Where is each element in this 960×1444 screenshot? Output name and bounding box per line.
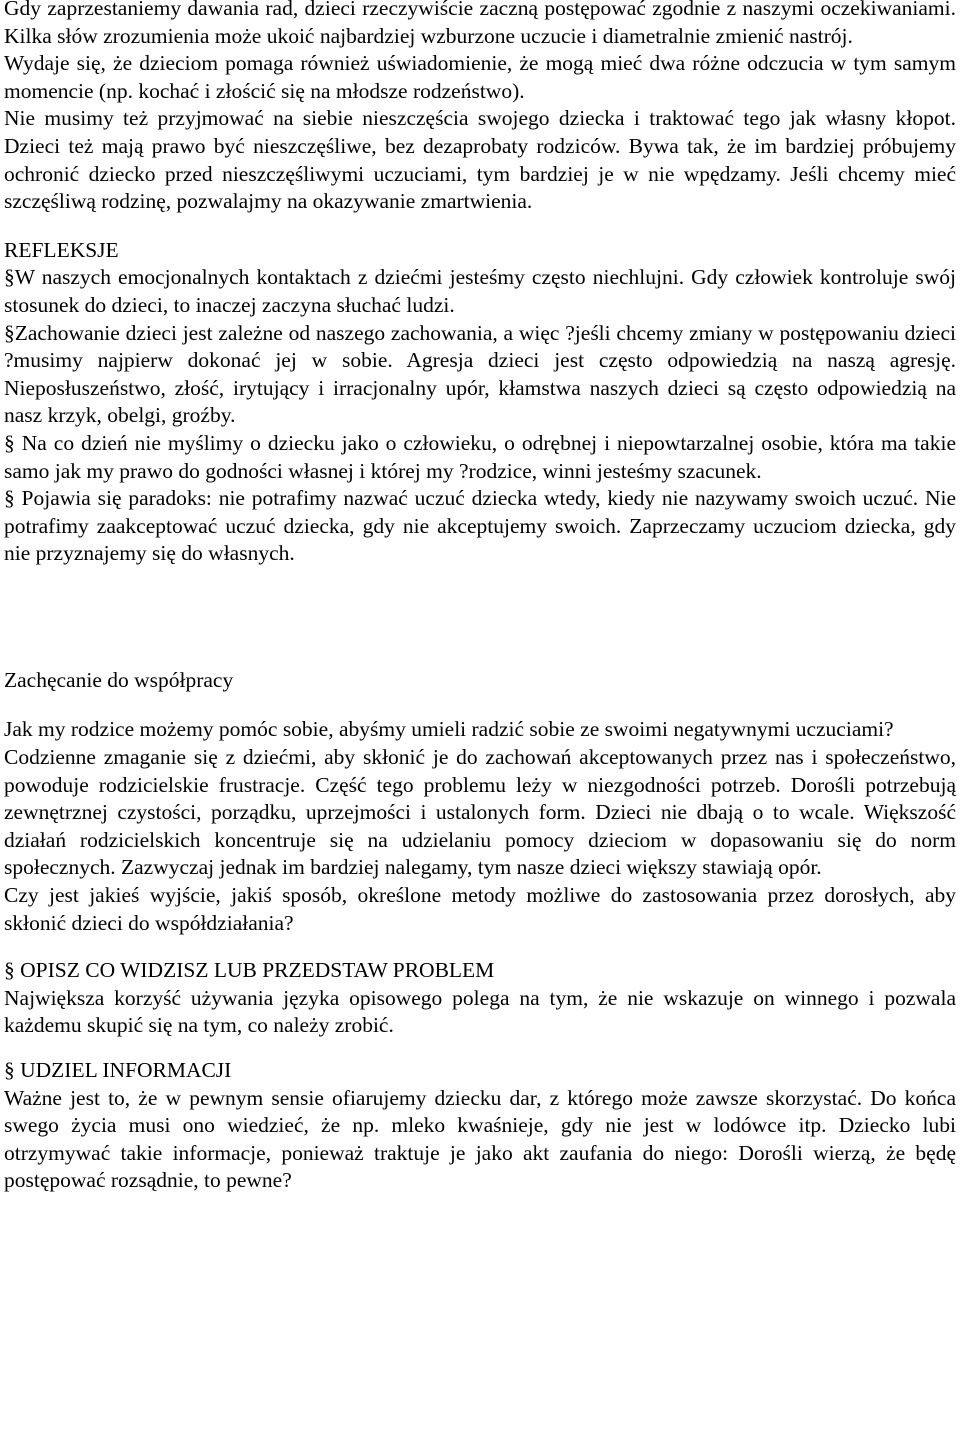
cooperation-paragraph-1: Jak my rodzice możemy pomóc sobie, abyśmy umieli radzić sobie ze swoimi negatywnymi uczuciami? xyxy=(4,717,894,742)
section-sign: § xyxy=(4,320,15,345)
section-sign: § xyxy=(4,486,15,511)
reflections-heading: REFLEKSJE xyxy=(4,237,119,262)
spacer xyxy=(4,568,956,667)
describe-paragraph: Największa korzyść używania języka opisowego polega na tym, że nie wskazuje on winnego i pozwala każdemu skupić się na tym, co należy zrobić. xyxy=(4,985,956,1038)
reflection-item-4-text: Pojawia się paradoks: nie potrafimy nazwać uczuć dziecka wtedy, kiedy nie nazywamy swoich uczuć. Nie potrafimy zaakceptować uczuć dziecka, gdy nie akceptujemy swoich. Zaprzeczamy uczuciom dziecka, gdy nie przyznajemy się do własnych. xyxy=(4,486,956,566)
document-page xyxy=(4,0,956,1195)
intro-paragraph-3: Nie musimy też przyjmować na siebie nieszczęścia swojego dziecka i traktować tego jak własny kłopot. Dzieci też mają prawo być nieszczęśliwe, bez dezaprobaty rodziców. Bywa tak, że im bardziej próbujemy ochronić dziecko przed nieszczęśliwymi uczuciami, tym bardziej je w nie wpędzamy. Jeśli chcemy mieć szczęśliwą rodzinę, pozwalajmy na okazywanie zmartwienia. xyxy=(4,106,956,214)
describe-heading xyxy=(4,957,956,985)
spacer xyxy=(4,694,956,716)
intro-paragraph-1: Gdy zaprzestaniemy dawania rad, dzieci rzeczywiście zaczną postępować zgodnie z naszymi oczekiwaniami. Kilka słów zrozumienia może ukoić najbardziej wzburzone uczucie i diametralnie zmienić nastrój. xyxy=(4,0,956,48)
intro-paragraph-2: Wydaje się, że dzieciom pomaga również uświadomienie, że mogą mieć dwa różne odczucia w tym samym momencie (np. kochać i złościć się na młodsze rodzeństwo). xyxy=(4,51,956,103)
section-sign: § xyxy=(4,430,15,455)
inform-heading-text: UDZIEL INFORMACJI xyxy=(14,1058,232,1082)
cooperation-paragraph-3: Czy jest jakieś wyjście, jakiś sposób, określone metody możliwe do zastosowania przez dorosłych, aby skłonić dzieci do współdziałania? xyxy=(4,883,956,935)
reflection-item-1-text: W naszych emocjonalnych kontaktach z dziećmi jesteśmy często niechlujni. Gdy człowiek kontroluje swój stosunek do dzieci, to inaczej zaczyna słuchać ludzi. xyxy=(4,265,956,317)
section-sign: § xyxy=(4,265,15,290)
inform-heading xyxy=(4,1057,956,1085)
reflection-item-3 xyxy=(4,430,956,485)
reflection-item-4 xyxy=(4,485,956,568)
section-sign: § xyxy=(4,1058,15,1082)
section-sign: § xyxy=(4,958,15,983)
inform-paragraph: Ważne jest to, że w pewnym sensie ofiarujemy dziecku dar, z którego może zawsze skorzystać. Do końca swego życia musi ono wiedzieć, że np. mleko kwaśnieje, gdy nie jest w lodówce itp. Dziecko lubi otrzymywać takie informacje, ponieważ traktuje je jako akt zaufania do niego: Dorośli wierzą, że będę postępować rozsądnie, to pewne? xyxy=(4,1085,956,1193)
cooperation-heading: Zachęcanie do współpracy xyxy=(4,667,234,692)
reflection-item-2 xyxy=(4,320,956,430)
spacer xyxy=(4,1040,956,1057)
reflection-item-1 xyxy=(4,264,956,319)
spacer xyxy=(4,937,956,957)
describe-heading-text: OPISZ CO WIDZISZ LUB PRZEDSTAW PROBLEM xyxy=(14,958,495,983)
cooperation-paragraph-2: Codzienne zmaganie się z dziećmi, aby skłonić je do zachowań akceptowanych przez nas i społeczeństwo, powoduje rodzicielskie frustracje. Część tego problemu leży w niezgodności potrzeb. Dorośli potrzebują zewnętrznej czystości, porządku, uprzejmości i ustalonych form. Dzieci nie dbają o to wcale. Większość działań rodzicielskich koncentruje się na udzielaniu pomocy dzieciom w dopasowaniu się do norm społecznych. Zazwyczaj jednak im bardziej nalegamy, tym nasze dzieci większy stawiają opór. xyxy=(4,745,956,880)
spacer xyxy=(4,216,956,237)
reflection-item-3-text: Na co dzień nie myślimy o dziecku jako o człowieku, o odrębnej i niepowtarzalnej osobie, która ma takie samo jak my prawo do godności własnej i której my ?rodzice, winni jesteśmy szacunek. xyxy=(4,430,956,483)
reflection-item-2-text: Zachowanie dzieci jest zależne od naszego zachowania, a więc ?jeśli chcemy zmiany w postępowaniu dzieci ?musimy najpierw dokonać jej w sobie. Agresja dzieci jest często odpowiedzią na naszą agresję. Nieposłuszeństwo, złość, irytujący i irracjonalny upór, kłamstwa naszych dzieci są często odpowiedzią na nasz krzyk, obelgi, groźby. xyxy=(4,320,956,428)
